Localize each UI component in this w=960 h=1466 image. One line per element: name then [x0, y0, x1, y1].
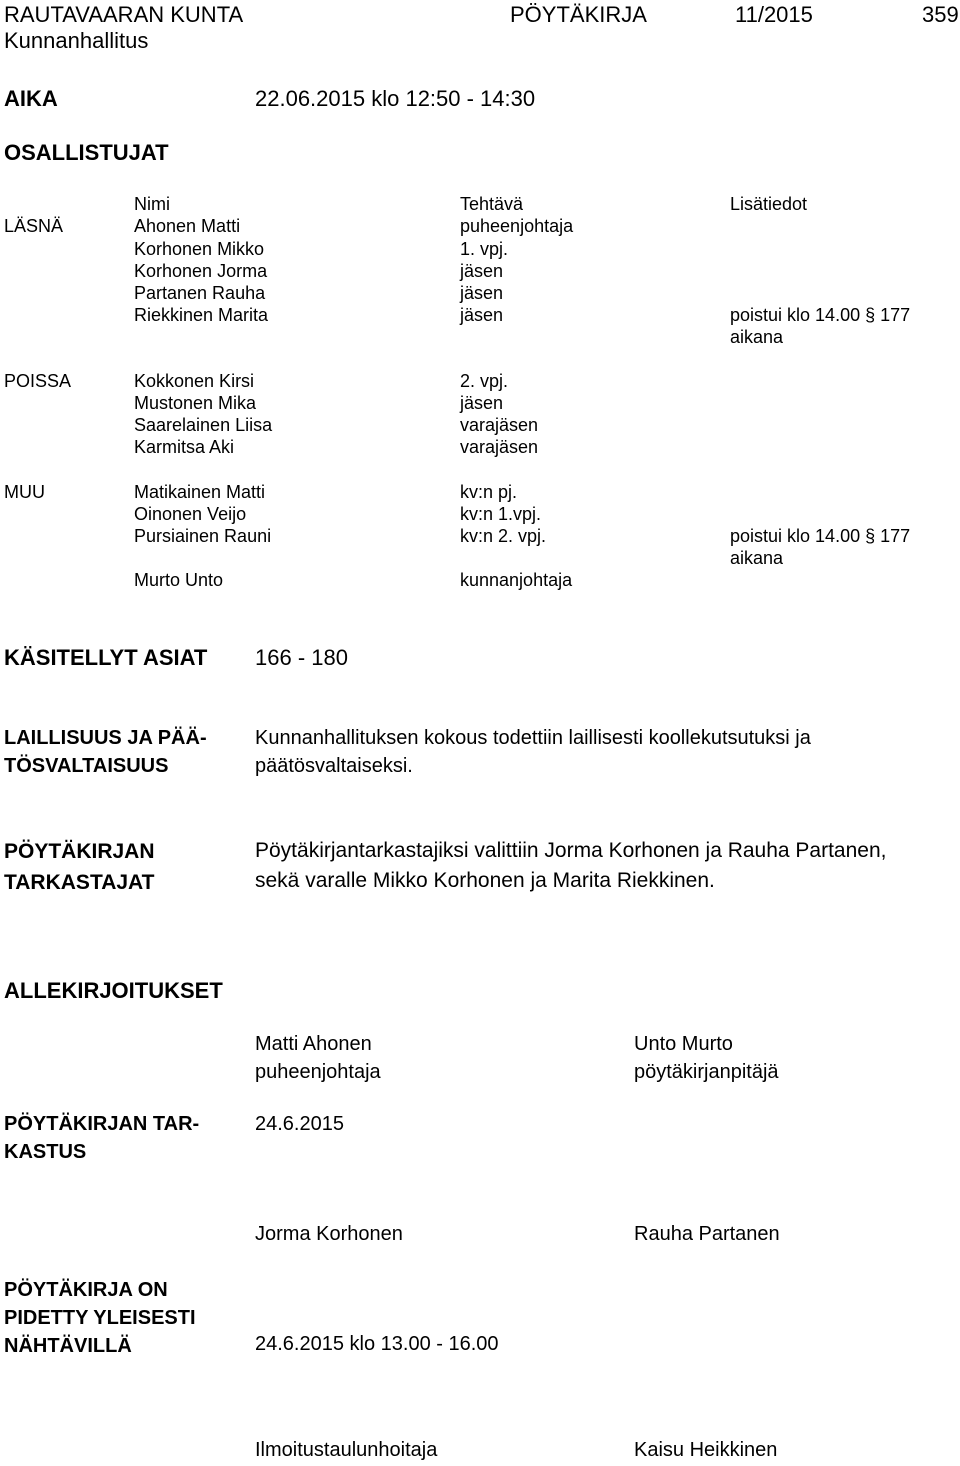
participant-role: puheenjohtaja [460, 216, 574, 236]
time-value: 22.06.2015 klo 12:50 - 14:30 [255, 86, 536, 111]
participant-role: 2. vpj. [460, 371, 509, 391]
participant-info-continued: aikana [730, 548, 784, 568]
participant-info: poistui klo 14.00 § 177 [730, 526, 911, 546]
column-name-header: Nimi [134, 194, 170, 214]
time-label: AIKA [4, 86, 58, 111]
inspectors-text-line-1: Pöytäkirjantarkastajiksi valittiin Jorma Korhonen ja Rauha Partanen, [255, 839, 887, 862]
participant-name: Pursiainen Rauni [134, 526, 272, 546]
inspection-date: 24.6.2015 [255, 1113, 344, 1135]
notice-board-keeper: Kaisu Heikkinen [634, 1439, 778, 1461]
participant-role: kv:n 2. vpj. [460, 526, 547, 546]
column-role-header: Tehtävä [460, 194, 524, 214]
participant-name: Murto Unto [134, 570, 224, 590]
inspectors-text-line-2: sekä varalle Mikko Korhonen ja Marita Riekkinen. [255, 869, 715, 892]
participant-name: Korhonen Mikko [134, 239, 265, 259]
participant-name: Kokkonen Kirsi [134, 371, 255, 391]
participant-role: kv:n pj. [460, 482, 518, 502]
matters-label: KÄSITELLYT ASIAT [4, 645, 208, 670]
legality-label: LAILLISUUS JA PÄÄ- TÖSVALTAISUUS [4, 727, 207, 777]
participant-name: Saarelainen Liisa [134, 415, 273, 435]
column-info-header: Lisätiedot [730, 194, 808, 214]
public-display-time: 24.6.2015 klo 13.00 - 16.00 [255, 1333, 499, 1355]
inspector-2-name: Rauha Partanen [634, 1223, 780, 1245]
legality-text-line-1: Kunnanhallituksen kokous todettiin laillisesti koollekutsutuksi ja [255, 727, 811, 749]
present-label: LÄSNÄ [4, 216, 64, 236]
participant-name: Partanen Rauha [134, 283, 266, 303]
chair-name: Matti Ahonen [255, 1033, 372, 1055]
inspectors-label: PÖYTÄKIRJAN TARKASTAJAT [4, 840, 155, 894]
participant-role: varajäsen [460, 437, 539, 457]
governing-body: Kunnanhallitus [4, 28, 149, 53]
participant-role: jäsen [460, 283, 504, 303]
signatures-label: ALLEKIRJOITUKSET [4, 978, 223, 1003]
participant-role: jäsen [460, 393, 504, 413]
participant-role: 1. vpj. [460, 239, 509, 259]
participant-info-continued: aikana [730, 327, 784, 347]
participant-name: Mustonen Mika [134, 393, 257, 413]
secretary-title: pöytäkirjanpitäjä [634, 1061, 779, 1083]
document-number: 11/2015 [735, 2, 813, 27]
participant-name: Ahonen Matti [134, 216, 241, 236]
document-type: PÖYTÄKIRJA [510, 2, 647, 27]
participant-name: Karmitsa Aki [134, 437, 235, 457]
page-number: 359 [922, 2, 959, 27]
municipality-name: RAUTAVAARAN KUNTA [4, 2, 244, 27]
secretary-name: Unto Murto [634, 1033, 733, 1055]
participant-role: jäsen [460, 261, 504, 281]
other-label: MUU [4, 482, 45, 502]
participant-name: Oinonen Veijo [134, 504, 247, 524]
inspection-label: PÖYTÄKIRJAN TAR- KASTUS [4, 1113, 200, 1163]
absent-label: POISSA [4, 371, 72, 391]
participant-role: kv:n 1.vpj. [460, 504, 542, 524]
matters-range: 166 - 180 [255, 645, 348, 670]
participant-name: Korhonen Jorma [134, 261, 268, 281]
participant-role: varajäsen [460, 415, 539, 435]
chair-title: puheenjohtaja [255, 1061, 381, 1083]
legality-text-line-2: päätösvaltaiseksi. [255, 755, 413, 777]
participant-role: kunnanjohtaja [460, 570, 573, 590]
participant-role: jäsen [460, 305, 504, 325]
public-display-label: PÖYTÄKIRJA ON PIDETTY YLEISESTI NÄHTÄVILLÄ [4, 1279, 196, 1357]
inspector-1-name: Jorma Korhonen [255, 1223, 403, 1245]
notice-board-role: Ilmoitustaulunhoitaja [255, 1439, 438, 1461]
participant-name: Matikainen Matti [134, 482, 266, 502]
participant-info: poistui klo 14.00 § 177 [730, 305, 911, 325]
participant-name: Riekkinen Marita [134, 305, 269, 325]
participants-heading: OSALLISTUJAT [4, 140, 169, 165]
